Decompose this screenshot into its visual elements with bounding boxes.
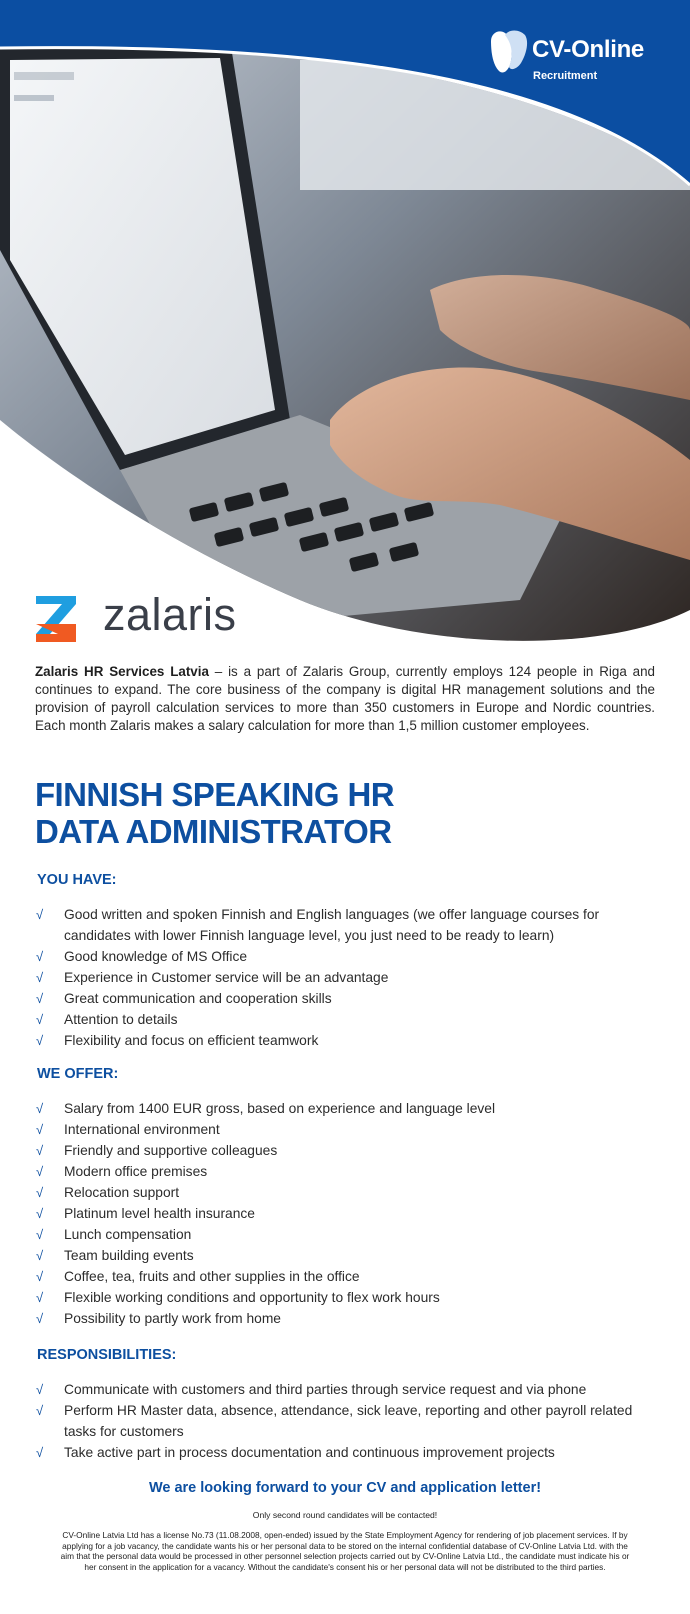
check-icon: √: [36, 1382, 44, 1397]
company-name: Zalaris HR Services Latvia: [35, 664, 209, 679]
list-item: √ Flexible working conditions and opportunity to flex work hours: [36, 1287, 656, 1308]
list-item: √ Experience in Customer service will be an advantage: [36, 967, 656, 988]
list-item: √ Friendly and supportive colleagues: [36, 1140, 656, 1161]
list-item: √ Salary from 1400 EUR gross, based on experience and language level: [36, 1098, 656, 1119]
check-icon: √: [36, 1311, 44, 1326]
list-item: √ Team building events: [36, 1245, 656, 1266]
list-item: √ Attention to details: [36, 1009, 656, 1030]
section-title-we-offer: WE OFFER:: [37, 1066, 119, 1082]
call-to-action: We are looking forward to your CV and application letter!: [148, 1480, 542, 1496]
hero-image: [0, 0, 690, 650]
check-icon: √: [36, 1206, 44, 1221]
check-icon: √: [36, 1101, 44, 1116]
client-name: zalaris: [103, 589, 237, 640]
list-item: √ Flexibility and focus on efficient teamwork: [36, 1030, 656, 1051]
legal-disclaimer: CV-Online Latvia Ltd has a license No.73 (11.08.2008, open-ended) issued by the State Employment Agency for rendering of job placement services. If by applying for a job vacancy, the candidate wants his or her personal data to be stored on the internal confidential database of CV-Online Latvia Ltd. with the aim that the personal data would be processed in other personnel selection projects carried out by CV-Online Latvia Ltd., the candidate must indicate his or her consent in the application for a vacancy. Without the candidate's consent his or her personal data will not be distributed to the third parties.: [60, 1530, 630, 1572]
responsibilities-list: [36, 1379, 656, 1463]
job-title-line-1: FINNISH SPEAKING HR: [35, 776, 394, 813]
section-title-you-have: YOU HAVE:: [37, 872, 117, 888]
check-icon: √: [36, 1033, 44, 1048]
contact-note: Only second round candidates will be contacted!: [252, 1510, 438, 1520]
list-item: √ Good written and spoken Finnish and English languages (we offer language courses for candidates with lower Finnish language level, you just need to be ready to learn): [36, 904, 656, 946]
intro-paragraph: [35, 663, 655, 735]
check-icon: √: [36, 1122, 44, 1137]
list-item: √ Platinum level health insurance: [36, 1203, 656, 1224]
check-icon: √: [36, 991, 44, 1006]
check-icon: √: [36, 1185, 44, 1200]
check-icon: √: [36, 1290, 44, 1305]
check-icon: √: [36, 1445, 44, 1460]
check-icon: √: [36, 1164, 44, 1179]
job-title: [35, 776, 655, 850]
check-icon: √: [36, 970, 44, 985]
you-have-list: [36, 904, 656, 1051]
list-item: √ Possibility to partly work from home: [36, 1308, 656, 1329]
brand-tagline: Recruitment: [533, 70, 598, 82]
check-icon: √: [36, 1403, 44, 1418]
intro-text: – is a part of Zalaris Group, currently employs 124 people in Riga and continues to expand. The core business of the company is digital HR management solutions and the provision of payroll calculation services to more than 350 customers in Europe and Nordic countries. Each month Zalaris makes a salary calculation for more than 1,5 million customer employees.: [35, 664, 655, 733]
job-title-line-2: DATA ADMINISTRATOR: [35, 813, 392, 850]
list-item: √ Lunch compensation: [36, 1224, 656, 1245]
check-icon: √: [36, 907, 44, 922]
list-item: √ Great communication and cooperation skills: [36, 988, 656, 1009]
brand-name: CV-Online: [532, 36, 644, 63]
check-icon: √: [36, 1012, 44, 1027]
list-item: √ Modern office premises: [36, 1161, 656, 1182]
list-item: √ Perform HR Master data, absence, attendance, sick leave, reporting and other payroll related tasks for customers: [36, 1400, 656, 1442]
check-icon: √: [36, 1248, 44, 1263]
list-item: √ Take active part in process documentation and continuous improvement projects: [36, 1442, 656, 1463]
list-item: √ Good knowledge of MS Office: [36, 946, 656, 967]
list-item: √ Communicate with customers and third parties through service request and via phone: [36, 1379, 656, 1400]
list-item: √ Coffee, tea, fruits and other supplies in the office: [36, 1266, 656, 1287]
we-offer-list: [36, 1098, 656, 1329]
list-item: √ Relocation support: [36, 1182, 656, 1203]
list-item: √ International environment: [36, 1119, 656, 1140]
check-icon: √: [36, 1269, 44, 1284]
check-icon: √: [36, 1227, 44, 1242]
check-icon: √: [36, 949, 44, 964]
section-title-responsibilities: RESPONSIBILITIES:: [37, 1347, 177, 1363]
check-icon: √: [36, 1143, 44, 1158]
